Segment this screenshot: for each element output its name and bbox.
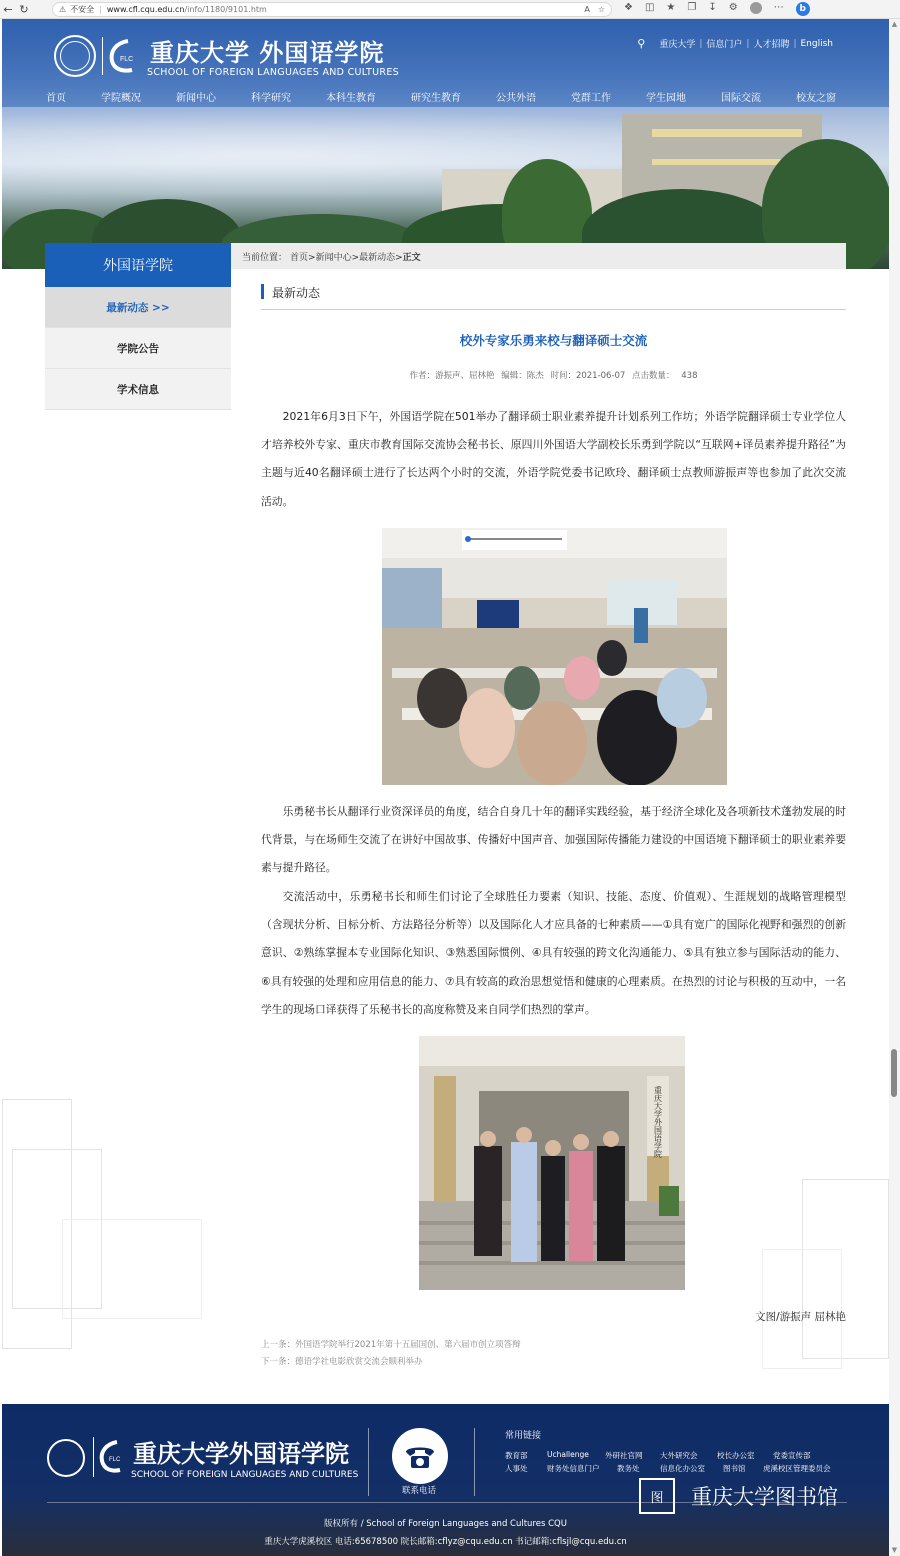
phone-icon[interactable] <box>392 1428 448 1484</box>
breadcrumb-prefix: 当前位置： <box>242 252 288 263</box>
flc-logo <box>97 1439 127 1475</box>
college-name-en: SCHOOL OF FOREIGN LANGUAGES AND CULTURES <box>147 67 399 78</box>
article-clicks: 438 <box>681 371 698 381</box>
footer-college-name: 外国语学院 <box>229 1439 349 1468</box>
flc-logo <box>106 37 140 75</box>
footer-link-publicity[interactable]: 党委宣传部 <box>773 1451 811 1460</box>
footer-link-moe[interactable]: 教育部 <box>505 1451 528 1460</box>
page-scrollbar[interactable]: ▲ ▼ <box>889 19 900 1556</box>
bing-icon[interactable]: b <box>796 2 810 16</box>
sidebar-item-announcements[interactable]: 学院公告 <box>45 328 231 369</box>
favorite-star-icon[interactable]: ☆ <box>597 4 605 14</box>
breadcrumb-news[interactable]: 新闻中心> <box>315 252 360 263</box>
read-aloud-icon[interactable]: A <box>584 4 590 14</box>
sidebar-item-latest-news[interactable]: 最新动态 >> <box>45 287 231 328</box>
sidebar-title: 外国语学院 <box>45 243 231 287</box>
footer-link-uchallenge[interactable]: Uchallenge <box>547 1450 589 1459</box>
article-paragraph: 交流活动中，乐勇秘书长和师生们讨论了全球胜任力要素（知识、技能、态度、价值观）、生涯规划的战略管理模型（含现状分析、目标分析、方法路径分析等）以及国际化人才应具备的七种素质——①具有宽广的国际化视野和强烈的创新意识、②熟练掌握本专业国际化知识、③熟悉国际惯例、④具有较强的跨文化沟通能力、⑤具有独立参与国际活动的能力、⑥具有较强的处理和应用信息的能力、⑦具有较高的政治思想觉悟和健康的心理素质。在热烈的讨论与积极的互动中，一名学生的现场口译获得了乐秘书长的高度称赞及来自同学们热烈的掌声。 <box>261 890 846 1016</box>
top-link-cqu[interactable]: 重庆大学 <box>659 40 696 50</box>
url-path: /info/1180/9101.htm <box>184 4 267 14</box>
url-host: www.cfl.cqu.edu.cn <box>106 4 185 14</box>
extension-icon[interactable]: ❖ <box>624 2 633 13</box>
nav-item-graduate[interactable]: 研究生教育 <box>411 93 461 104</box>
nav-item-home[interactable]: 首页 <box>46 93 66 104</box>
group-photo <box>419 1036 685 1290</box>
college-name: 外国语学院 <box>259 38 385 67</box>
article-paragraph: 2021年6月3日下午，外国语学院在501举办了翻译硕士职业素养提升计划系列工作坊；外语学院翻译硕士专业学位人才培养校外专家、重庆市教育国际交流协会秘书长、原四川外国语大学副校长乐勇到学院以“互联网+译员素养提升路径”为主题与近40名翻译硕士进行了长达两个小时的交流，外语学院党委书记欧玲、翻译硕士点教师游振声等也参加了此次交流活动。 <box>261 410 846 508</box>
sidebar <box>45 243 231 410</box>
breadcrumb-home[interactable]: 首页> <box>290 252 316 263</box>
school-name: 重庆大学 <box>150 38 250 67</box>
footer-link-hr[interactable]: 人事处 <box>505 1464 528 1473</box>
university-seal-logo[interactable] <box>54 35 96 77</box>
breadcrumb <box>231 243 846 269</box>
nav-item-overview[interactable]: 学院概况 <box>101 93 141 104</box>
next-article-link[interactable]: 下一条：德语学社电影欣赏交流会顺利举办 <box>261 1357 423 1367</box>
profile-avatar[interactable] <box>750 2 762 14</box>
library-watermark <box>639 1478 838 1514</box>
footer <box>2 1404 889 1556</box>
footer-school-name: 重庆大学 <box>133 1439 229 1468</box>
svg-text:FLC: FLC <box>109 1457 121 1463</box>
article-author: 作者：游振声、屈林艳 <box>409 371 495 381</box>
nav-item-undergrad[interactable]: 本科生教育 <box>326 93 376 104</box>
copyright: 版权所有 / School of Foreign Languages and Cultures CQU <box>324 1519 567 1529</box>
section-title: 最新动态 <box>272 286 321 300</box>
top-link-portal[interactable]: 信息门户 <box>706 40 743 50</box>
section-header <box>261 282 846 310</box>
reload-icon[interactable]: ↻ <box>19 2 29 16</box>
svg-text:重庆大学外国语学院: 重庆大学外国语学院 <box>653 1086 663 1158</box>
insecure-label: 不安全 <box>70 4 95 14</box>
search-icon[interactable]: ⚲ <box>637 37 646 50</box>
article-title: 校外专家乐勇来校与翻译硕士交流 <box>459 333 648 348</box>
classroom-photo <box>382 528 727 785</box>
footer-link-finance[interactable]: 财务处信息门户 <box>547 1464 600 1473</box>
library-stamp-icon: 图 <box>639 1478 675 1514</box>
main-nav <box>2 85 889 107</box>
collections-icon[interactable]: ❐ <box>687 2 697 13</box>
contact-info: 重庆大学虎溪校区 电话:65678500 院长邮箱:cflyz@cqu.edu.cn 书记邮箱:cflsjl@cqu.edu.cn <box>264 1537 627 1547</box>
article-clicks-label: 点击数量： <box>632 371 675 381</box>
library-label: 重庆大学图书馆 <box>691 1485 838 1509</box>
article-credit: 文图/游振声 屈林艳 <box>755 1311 846 1323</box>
favorites-icon[interactable]: ★ <box>666 2 676 13</box>
performance-icon[interactable]: ⚙ <box>728 2 738 13</box>
top-link-jobs[interactable]: 人才招聘 <box>753 40 790 50</box>
prev-article-link[interactable]: 上一条：外国语学院举行2021年第十五届国创、第六届市创立项答辩 <box>261 1340 521 1350</box>
footer-college-name-cn <box>133 1434 349 1469</box>
footer-college-name-en: SCHOOL OF FOREIGN LANGUAGES AND CULTURES <box>131 1470 359 1480</box>
top-links: ⚲ 重庆大学 | 信息门户 | 人才招聘 | English <box>637 37 837 50</box>
header-banner <box>2 19 889 269</box>
more-menu-icon[interactable]: ⋯ <box>773 2 784 13</box>
college-name-cn <box>150 33 384 68</box>
footer-link-it-office[interactable]: 信息化办公室 <box>660 1464 705 1473</box>
nav-item-public-fl[interactable]: 公共外语 <box>496 93 536 104</box>
download-icon[interactable]: ↧ <box>708 2 717 13</box>
phone-label: 联系电话 <box>402 1486 437 1496</box>
article-meta <box>261 369 846 381</box>
links-title: 常用链接 <box>505 1431 542 1441</box>
nav-item-alumni[interactable]: 校友之窗 <box>796 93 836 104</box>
sidebar-item-academic-info[interactable]: 学术信息 <box>45 369 231 410</box>
article-time: 时间：2021-06-07 <box>550 371 626 381</box>
footer-link-academic-affairs[interactable]: 教务处 <box>617 1464 640 1473</box>
nav-item-international[interactable]: 国际交流 <box>721 93 761 104</box>
browser-toolbar <box>0 0 900 19</box>
split-screen-icon[interactable]: ◫ <box>644 2 655 13</box>
footer-link-president-office[interactable]: 校长办公室 <box>717 1451 755 1460</box>
university-seal-logo <box>47 1439 85 1477</box>
article-editor: 编辑：陈杰 <box>501 371 544 381</box>
address-bar[interactable]: ⚠ 不安全 | www.cfl.cqu.edu.cn /info/1180/9101.htm A ☆ <box>52 2 612 17</box>
nav-item-research[interactable]: 科学研究 <box>251 93 291 104</box>
warning-icon: ⚠ <box>59 4 67 14</box>
back-icon[interactable]: ← <box>3 2 13 16</box>
svg-text:FLC: FLC <box>120 56 134 63</box>
top-link-english[interactable]: English <box>800 38 833 49</box>
webpage <box>2 19 889 1556</box>
scrollbar-thumb[interactable] <box>891 1049 897 1097</box>
footer-link-library[interactable]: 图书馆 <box>723 1464 746 1473</box>
footer-link-fltrp[interactable]: 外研社官网 <box>605 1451 643 1460</box>
breadcrumb-current: 正文 <box>402 252 421 263</box>
nav-item-party[interactable]: 党群工作 <box>571 93 611 104</box>
article-navigation <box>261 1337 521 1371</box>
nav-item-students[interactable]: 学生园地 <box>646 93 686 104</box>
article-paragraph: 乐勇秘书长从翻译行业资深译员的角度，结合自身几十年的翻译实践经验，基于经济全球化及各项新技术蓬勃发展的时代背景，与在场师生交流了在讲好中国故事、传播好中国声音、加强国际传播能力建设的中国语境下翻译硕士的职业素养要素与提升路径。 <box>261 805 846 875</box>
footer-link-huxi[interactable]: 虎溪校区管理委员会 <box>763 1464 831 1473</box>
footer-link-association[interactable]: 大外研究会 <box>660 1451 698 1460</box>
breadcrumb-latest[interactable]: 最新动态> <box>359 252 403 263</box>
nav-item-news[interactable]: 新闻中心 <box>176 93 216 104</box>
